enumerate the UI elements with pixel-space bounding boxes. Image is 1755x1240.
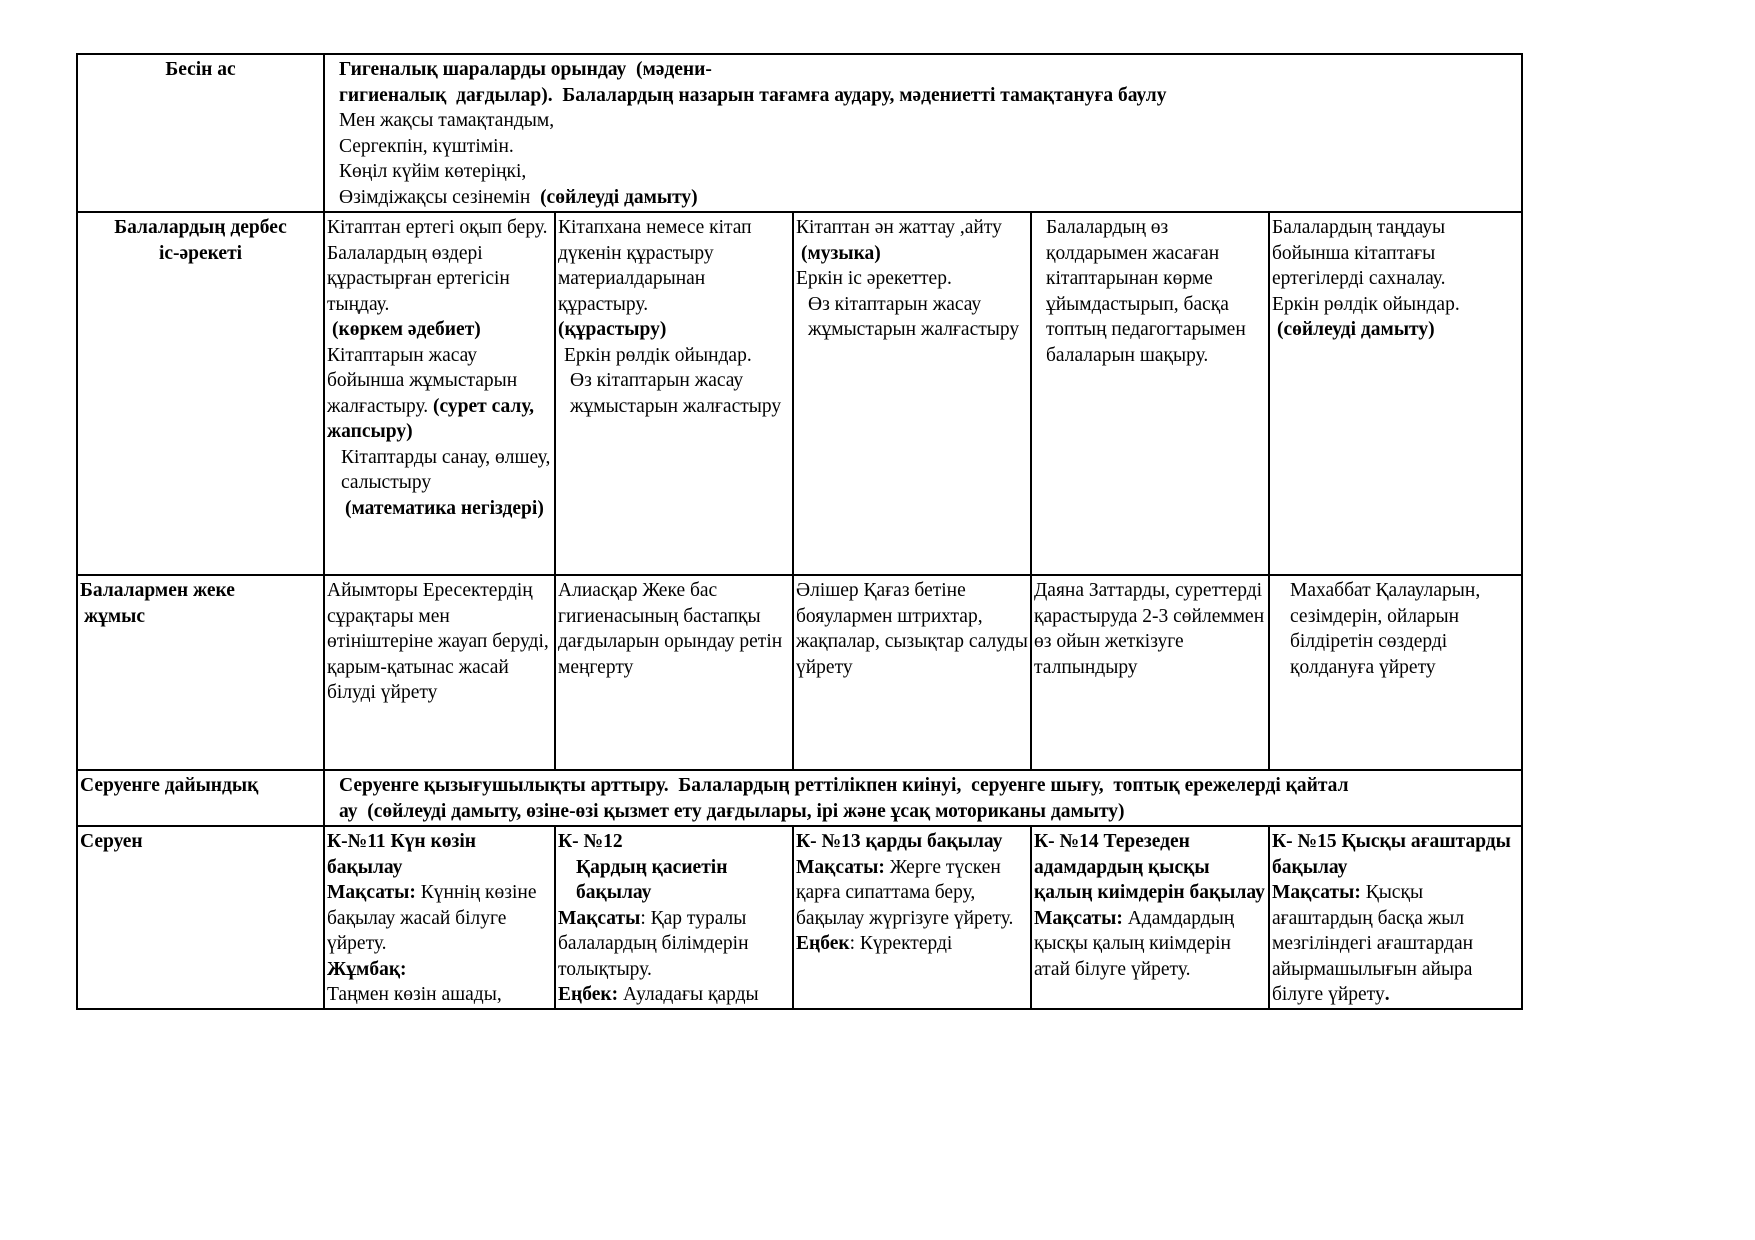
work-label: Еңбек: [796, 933, 850, 954]
derbes-cell-1: [324, 212, 555, 575]
goal-label: Мақсаты:: [1034, 907, 1123, 929]
dayyndyk-line-2: ау (сөйлеуді дамыту, өзіне-өзі қызмет ету дағдылары, ірі және ұсақ моториканы дамыту): [339, 800, 1125, 822]
besin-as-line-5: Көңіл күйім көтеріңкі,: [339, 161, 527, 182]
derbes-cell-3: [793, 212, 1031, 575]
row-label-besin-as: [77, 54, 324, 212]
goal-text: : Қар туралы балалардың білімдерін толықтыру.: [558, 907, 749, 980]
row-seruen: [77, 826, 1522, 1009]
seruen-cell-2: [555, 826, 793, 1009]
derbes-c3-text-1: Кітаптан ән жаттау ,айту: [796, 217, 1002, 238]
zheke-cell-5: [1269, 575, 1522, 770]
besin-as-line-1: Гигеналық шараларды орындау (мәдени-: [339, 59, 712, 80]
work-text: : Күректерді: [849, 933, 953, 954]
goal-text: Қысқы ағаштардың басқа жыл мезгіліндегі ағаштардан айырмашылығын айыра білуге үйрету: [1272, 882, 1474, 1005]
zheke-c2-text: Алиасқар Жеке бас гигиенасының бастапқы дағдыларын орындау ретін меңгерту: [558, 580, 783, 678]
goal-label: Мақсаты:: [1272, 882, 1361, 903]
zheke-cell-4: [1031, 575, 1269, 770]
seruen-c1-goal: [327, 880, 552, 957]
zheke-c5-text: Махаббат Қалауларын, сезімдерін, ойларын білдіретін сөздерді қолдануға үйрету: [1290, 580, 1481, 678]
derbes-c4-text-1: Балалардың өз қолдарымен жасаған кітаптарынан көрме ұйымдастырып, басқа топтың педагогтарымен балаларын шақыру.: [1046, 217, 1246, 366]
zheke-c1-text: Айымторы Ересектердің сұрақтары мен өтініштеріне жауап беруді, қарым-қатынас жасай білуді үйрету: [327, 580, 549, 703]
derbes-c3-text-3: Өз кітаптарын жасау жұмыстарын жалғастыру: [808, 293, 1020, 340]
row-label-seruen: [77, 826, 324, 1009]
derbes-c1-text-1: Кітаптан ертегі оқып беру. Балалардың өздері құрастырған ертегісін тыңдау.: [327, 217, 548, 315]
derbes-c3-text-2: Еркін іс әрекеттер.: [796, 268, 952, 289]
goal-end: .: [1384, 984, 1390, 1005]
row-besin-as: [77, 54, 1522, 212]
goal-text: Адамдардың қысқы қалың киімдерін атай білуге үйрету.: [1034, 907, 1235, 980]
row-zheke: [77, 575, 1522, 770]
derbes-c1-bold-3: (математика негіздері): [345, 497, 544, 519]
derbes-cell-5: [1269, 212, 1522, 575]
goal-text: Күннің көзіне бақылау жасай білуге үйрету.: [327, 882, 537, 954]
daily-plan-table: [76, 53, 1523, 1010]
besin-as-line-4: Сергекпін, күштімін.: [339, 135, 514, 157]
seruen-c2-goal: [558, 906, 790, 983]
row-label-zheke: [77, 575, 324, 770]
derbes-c5-bold-1: (сөйлеуді дамыту): [1277, 319, 1435, 340]
derbes-c1-text-3: Кітаптарды санау, өлшеу, салыстыру: [341, 446, 551, 493]
derbes-c1-bold-2: (сурет салу, жапсыру): [327, 395, 535, 442]
row-label-line-1: Балалардың дербес: [114, 217, 287, 238]
zheke-cell-1: [324, 575, 555, 770]
seruen-cell-3: [793, 826, 1031, 1009]
goal-label: Мақсаты:: [796, 856, 885, 878]
derbes-c1-text-2a: Кітаптарын жасау бойынша жұмыстарын жалғастыру.: [327, 344, 518, 417]
seruen-c2-title-1: К- №12: [558, 831, 623, 852]
derbes-c5-text-1: Балалардың таңдауы бойынша кітаптағы ертегілерді сахналау.: [1272, 217, 1446, 289]
row-label-line-1: Балалармен жеке: [80, 580, 235, 601]
row-label-dayyndyk: [77, 770, 324, 826]
derbes-c5-text-2: Еркін рөлдік ойындар.: [1272, 293, 1460, 315]
seruen-c3-title: К- №13 қарды бақылау: [796, 831, 1003, 852]
derbes-c3-bold-1: (музыка): [801, 242, 881, 264]
seruen-cell-1: [324, 826, 555, 1009]
seruen-c5-goal: [1272, 880, 1519, 1008]
seruen-c1-title: К-№11 Күн көзін бақылау: [327, 831, 477, 878]
dayyndyk-content: [324, 770, 1522, 826]
row-label-line-2: іс-әрекеті: [158, 242, 243, 264]
besin-as-content: [324, 54, 1522, 212]
seruen-c2-work: [558, 982, 790, 1008]
seruen-c4-goal: [1034, 906, 1266, 983]
besin-as-last-bold: (сөйлеуді дамыту): [540, 186, 698, 208]
row-label-text: Бесін ас: [165, 59, 236, 80]
goal-text: Жерге түскен қарға сипаттама беру, бақылау жүргізуге үйрету.: [796, 856, 1014, 929]
goal-label: Мақсаты: [558, 907, 641, 929]
zheke-cell-3: [793, 575, 1031, 770]
row-label-text: Серуен: [80, 831, 143, 852]
work-label: Еңбек:: [558, 984, 619, 1005]
row-label-line-2: жұмыс: [84, 605, 146, 627]
derbes-c2-text-1: Кітапхана немесе кітап дүкенін құрастыру материалдарынан құрастыру.: [558, 217, 752, 315]
derbes-c1-bold-1: (көркем әдебиет): [332, 319, 481, 340]
seruen-cell-5: [1269, 826, 1522, 1009]
derbes-c1-text-2: [327, 343, 552, 445]
derbes-cell-4: [1031, 212, 1269, 575]
seruen-c1-riddle: Таңмен көзін ашады,: [327, 984, 502, 1005]
besin-as-last-text: Өзімдіжақсы сезінемін: [339, 186, 541, 208]
seruen-c2-title-2: Қардың қасиетін бақылау: [576, 856, 728, 903]
derbes-c2-bold-1: (құрастыру): [558, 319, 667, 340]
row-label-derbes: [77, 212, 324, 575]
work-text: Ауладағы қарды: [618, 984, 759, 1005]
seruen-c4-title: К- №14 Терезеден адамдардың қысқы қалың киімдерін бақылау: [1034, 831, 1265, 903]
row-derbes: [77, 212, 1522, 575]
derbes-c2-text-3: Өз кітаптарын жасау жұмыстарын жалғастыру: [570, 370, 782, 417]
seruen-c5-title: К- №15 Қысқы ағаштарды бақылау: [1272, 831, 1511, 878]
goal-label: Мақсаты:: [327, 882, 416, 903]
row-label-text: Серуенге дайындық: [80, 775, 259, 796]
besin-as-line-6: [339, 185, 1519, 211]
derbes-c2-text-2: Еркін рөлдік ойындар.: [564, 344, 752, 366]
zheke-c3-text: Әлішер Қағаз бетіне бояулармен штрихтар, жақпалар, сызықтар салуды үйрету: [796, 580, 1028, 678]
zheke-c4-text: Даяна Заттарды, суреттерді қарастыруда 2-3 сөйлеммен өз ойын жеткізуге талпындыру: [1034, 580, 1265, 678]
seruen-c3-work: [796, 931, 1028, 957]
seruen-c1-riddle-label: Жұмбақ:: [327, 958, 407, 980]
zheke-cell-2: [555, 575, 793, 770]
derbes-cell-2: [555, 212, 793, 575]
besin-as-line-3: Мен жақсы тамақтандым,: [339, 110, 555, 131]
besin-as-line-2: гигиеналық дағдылар). Балалардың назарын тағамға аудару, мәдениетті тамақтануға баулу: [339, 84, 1167, 106]
seruen-cell-4: [1031, 826, 1269, 1009]
dayyndyk-line-1: Серуенге қызығушылықты арттыру. Балалардың реттілікпен киінуі, серуенге шығу, топтық ережелерді қайтал: [339, 775, 1349, 796]
seruen-c3-goal: [796, 855, 1028, 932]
row-dayyndyk: [77, 770, 1522, 826]
